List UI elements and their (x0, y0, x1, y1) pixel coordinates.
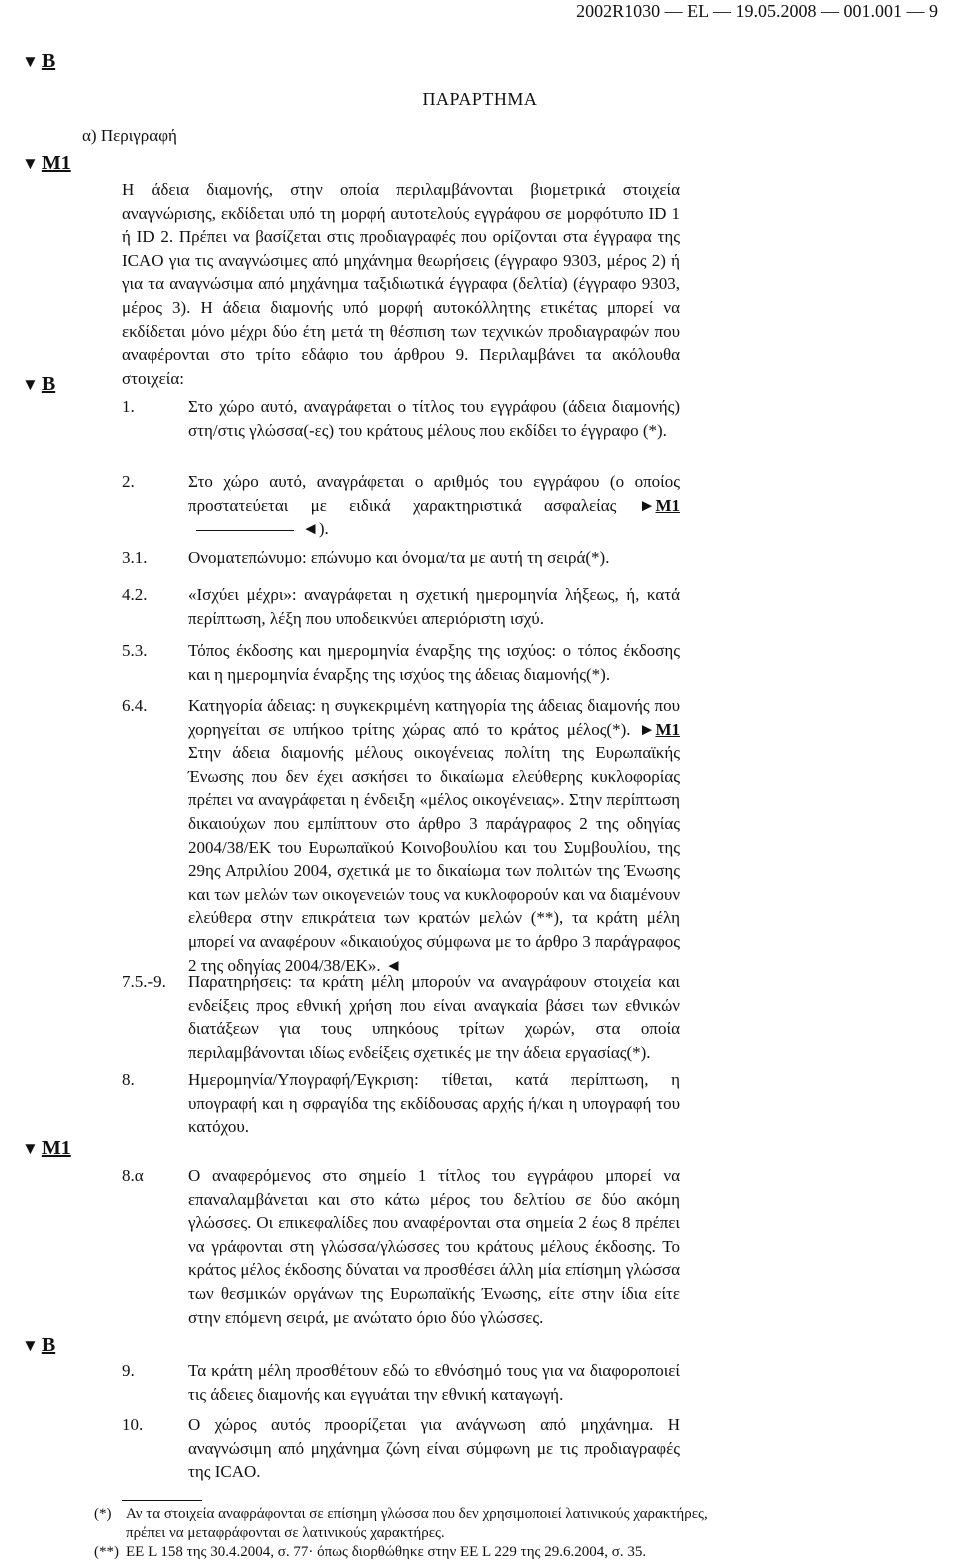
item-number: 4.2. (122, 585, 148, 604)
list-item-6 (122, 694, 680, 977)
item-number: 8.α (122, 1166, 144, 1185)
document-header: 2002R1030 — EL — 19.05.2008 — 001.001 — 9 (576, 1, 938, 21)
item-number: 1. (122, 397, 135, 416)
amendment-marker-m1[interactable] (22, 152, 71, 176)
marker-label: B (41, 373, 56, 395)
list-item-4 (122, 583, 680, 630)
deletion-rule (196, 530, 294, 531)
footnote-text: Αν τα στοιχεία αναφράφονται σε επίσημη γλώσσα που δεν χρησιμοποιεί λατινικούς χαρακτήρες, πρέπει να μεταφράφονται σε λατινικούς χαρακτήρες. (126, 1506, 708, 1541)
item-number: 8. (122, 1070, 135, 1089)
item-text: Τόπος έκδοσης και ημερομηνία έναρξης της ισχύος: ο τόπος έκδοσης και η ημερομηνία έναρξης της ισχύος της άδειας διαμονής(*). (188, 641, 680, 684)
intro-paragraph: Η άδεια διαμονής, στην οποία περιλαμβάνονται βιομετρικά στοιχεία αναγνώρισης, εκδίδεται υπό τη μορφή αυτοτελούς εγγράφου σε μορφότυπο ID 1 ή ID 2. Πρέπει να βασίζεται στις προδιαγραφές που ορίζονται στα έγγραφα της ICAO για τις αναγνώσιμες από μηχάνημα θεωρήσεις (έγγραφο 9303, μέρος 2) ή για τα αναγνώσιμα από μηχάνημα ταξιδιωτικά έγγραφα (δελτία) (έγγραφο 9303, μέρος 3). Η άδεια διαμονής υπό μορφή αυτοκόλλητης ετικέτας μπορεί να εκδίδεται μόνο μέχρι δύο έτη μετά τη θέσπιση των τεχνικών προδιαγραφών που αναφέρονται στο τρίτο εδάφιο του άρθρου 9. Περιλαμβάνει τα ακόλουθα στοιχεία: (122, 180, 680, 388)
list-item-1 (122, 395, 680, 442)
item-text: Ο χώρος αυτός προορίζεται για ανάγνωση από μηχάνημα. Η αναγνώσιμη από μηχάνημα ζώνη είναι σύμφωνη με τις προδιαγραφές της ICAO. (188, 1415, 680, 1482)
amendment-marker-m1[interactable] (22, 1137, 71, 1161)
item-number: 10. (122, 1415, 144, 1434)
item-number: 9. (122, 1361, 135, 1380)
footnote-2 (94, 1543, 734, 1562)
item-number: 6.4. (122, 696, 148, 715)
list-item-10 (122, 1413, 680, 1484)
item-text-end: ). (318, 519, 329, 539)
footnote-mark: (*) (94, 1506, 112, 1522)
item-text (188, 694, 680, 977)
amendment-marker-b[interactable] (22, 1334, 55, 1358)
item-number: 7.5.-9. (122, 972, 166, 991)
footnote-separator (122, 1500, 202, 1501)
item-text-body: Κατηγορία άδειας: η συγκεκριμένη κατηγορία της άδειας διαμονής που χορηγείται σε υπήκοο τρίτης χώρας από το κράτος μέλος(*). (188, 696, 680, 739)
down-triangle-icon: ▼ (22, 375, 39, 394)
item-text: Ημερομηνία/Υπογραφή/Έγκριση: τίθεται, κατά περίπτωση, η υπογραφή και η σφραγίδα της εκδίδουσας αρχής ή/και η υπογραφή του κατόχου. (188, 1070, 680, 1137)
list-item-5 (122, 639, 680, 686)
list-item-3 (122, 546, 680, 570)
item-text: Ο αναφερόμενος στο σημείο 1 τίτλος του εγγράφου μπορεί να επαναλαμβάνεται και στο κάτω μέρος του δελτίου σε δύο ακόμη γλώσσες. Οι επικεφαλίδες που αναφέρονται στα σημεία 2 έως 8 πρέπει να γράφονται στη γλώσσα/γλώσσες του κράτους μέλους έκδοσης. Το κράτος μέλος έκδοσης δύναται να προσθέσει άλλη μία επίσημη γλώσσα των θεσμικών οργάνων της Ευρωπαϊκής Ένωσης, είτε στην ίδια είτε στην επόμενη σειρά, με ανώτατο όριο δύο γλώσσες. (188, 1166, 680, 1327)
item-text (188, 470, 680, 541)
down-triangle-icon: ▼ (22, 1139, 39, 1158)
amendment-start-m1[interactable]: ►M1 (638, 719, 680, 739)
section-subtitle: α) Περιγραφή (82, 126, 177, 145)
amendment-start-m1[interactable]: ►M1 (638, 495, 681, 515)
amendment-end-arrow-icon: ◄ (302, 519, 319, 539)
footnote-mark: (**) (94, 1544, 119, 1560)
amendment-text: Στην άδεια διαμονής μέλους οικογένειας πολίτη της Ευρωπαϊκής Ένωσης που δεν έχει ασκήσει το δικαίωμα ελεύθερης κυκλοφορίας πρέπει να αναγράφεται η ένδειξη «μέλος οικογένειας». Στην περίπτωση δικαιούχων που εμπίπτουν στο άρθρο 3 παράγραφος 2 της οδηγίας 2004/38/ΕΚ του Ευρωπαϊκού Κοινοβουλίου και του Συμβουλίου, της 29ης Απριλίου 2004, σχετικά με το δικαίωμα των πολιτών της Ένωσης και των μελών των οικογενειών τους να κυκλοφορούν και να διαμένουν ελεύθερα στην επικράτεια των κρατών μελών (**), τα κράτη μέλη μπορεί να αναφέρουν «δικαιούχος σύμφωνα με το άρθρο 3 παράγραφος 2 της οδηγίας 2004/38/ΕΚ». (188, 743, 680, 975)
marker-label: M1 (41, 152, 71, 174)
item-text: Στο χώρο αυτό, αναγράφεται ο τίτλος του εγγράφου (άδεια διαμονής) στη/στις γλώσσα(-ες) του κράτους μέλους που εκδίδει το έγγραφο (*). (188, 397, 680, 440)
item-number: 5.3. (122, 641, 148, 660)
item-number: 2. (122, 472, 135, 491)
annex-title: ΠΑΡΑΡΤΗΜΑ (422, 89, 538, 109)
list-item-7 (122, 970, 680, 1064)
footnote-text: ΕΕ L 158 της 30.4.2004, σ. 77· όπως διορθώθηκε στην ΕΕ L 229 της 29.6.2004, σ. 35. (126, 1544, 647, 1560)
footnote-1 (94, 1505, 734, 1543)
item-text: Ονοματεπώνυμο: επώνυμο και όνομα/τα με αυτή τη σειρά(*). (188, 548, 610, 567)
item-text-body: Στο χώρο αυτό, αναγράφεται ο αριθμός του εγγράφου (ο οποίος προστατεύεται με ειδικά χαρακτηριστικά ασφαλείας (188, 472, 680, 515)
marker-label: M1 (41, 1137, 71, 1159)
item-text: Τα κράτη μέλη προσθέτουν εδώ το εθνόσημό τους για να διαφοροποιεί τις άδειες διαμονής και εγγυάται την εθνική καταγωγή. (188, 1361, 680, 1404)
marker-label: B (41, 50, 56, 72)
down-triangle-icon: ▼ (22, 1336, 39, 1355)
amendment-marker-b[interactable] (22, 373, 55, 397)
list-item-8a (122, 1164, 680, 1329)
item-text: «Ισχύει μέχρι»: αναγράφεται η σχετική ημερομηνία λήξεως, ή, κατά περίπτωση, λέξη που υποδεικνύει απεριόριστη ισχύ. (188, 585, 680, 628)
list-item-9 (122, 1359, 680, 1406)
down-triangle-icon: ▼ (22, 154, 39, 173)
item-text: Παρατηρήσεις: τα κράτη μέλη μπορούν να αναγράφουν στοιχεία και ενδείξεις προς εθνική χρήση που είναι αναγκαία βάσει των εθνικών διατάξεων για τους υπηκόους τρίτων χωρών, στα οποία περιλαμβάνονται ιδίως ενδείξεις σχετικές με την άδεια εργασίας(*). (188, 972, 680, 1062)
item-number: 3.1. (122, 548, 148, 567)
marker-label: B (41, 1334, 56, 1356)
amendment-end-arrow-icon: ◄ (384, 955, 402, 975)
amendment-marker-b[interactable] (22, 50, 55, 74)
list-item-8 (122, 1068, 680, 1139)
down-triangle-icon: ▼ (22, 52, 39, 71)
list-item-2 (122, 470, 680, 541)
